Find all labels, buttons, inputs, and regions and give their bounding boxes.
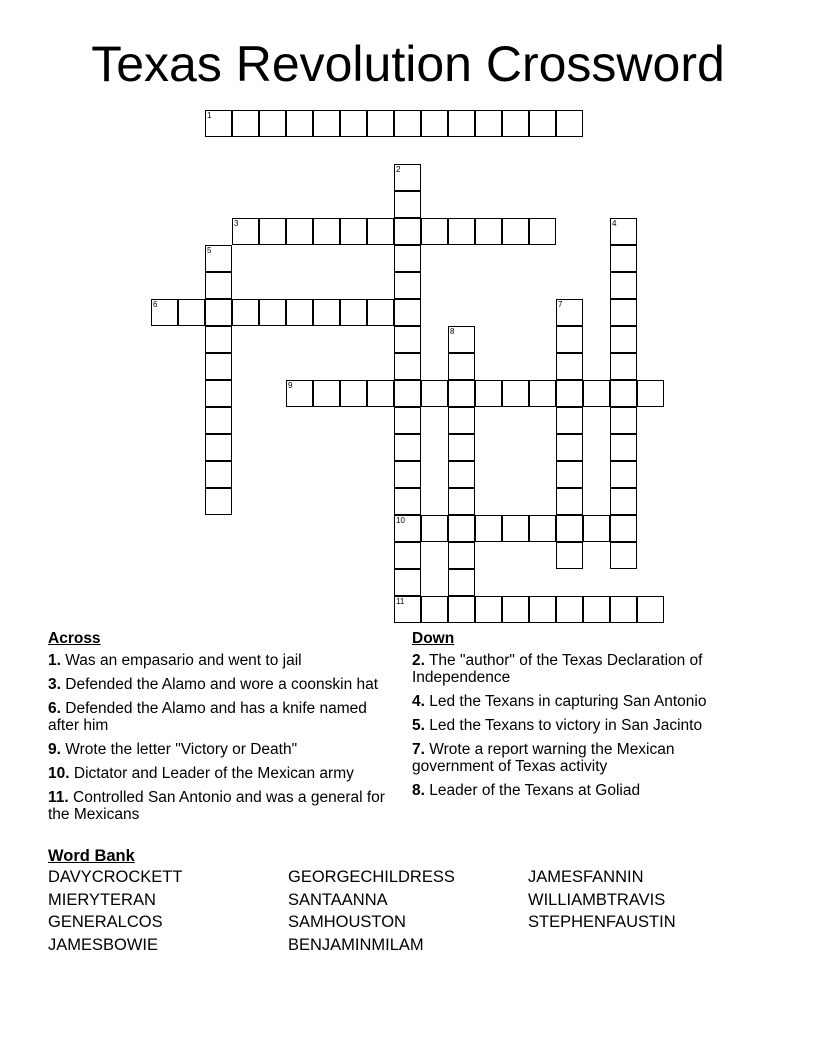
clue-across-11 <box>48 789 398 823</box>
grid-cell[interactable] <box>394 353 421 380</box>
grid-cell[interactable] <box>394 299 421 326</box>
grid-cell[interactable] <box>475 218 502 245</box>
grid-cell[interactable] <box>394 515 421 542</box>
grid-cell[interactable] <box>205 299 232 326</box>
grid-cell[interactable] <box>394 326 421 353</box>
grid-cell[interactable] <box>556 542 583 569</box>
grid-cell[interactable] <box>205 245 232 272</box>
grid-cell[interactable] <box>313 299 340 326</box>
grid-cell[interactable] <box>583 515 610 542</box>
clue-number: 2. <box>412 652 425 669</box>
clue-text: Dictator and Leader of the Mexican army <box>73 765 354 782</box>
clue-number-label: 4 <box>612 219 617 228</box>
grid-cell[interactable] <box>556 380 583 407</box>
clue-number: 8. <box>412 782 425 799</box>
grid-cell[interactable] <box>556 110 583 137</box>
clue-text: Led the Texans to victory in San Jacinto <box>429 717 703 734</box>
grid-cell[interactable] <box>178 299 205 326</box>
grid-cell[interactable] <box>394 272 421 299</box>
clue-down-4 <box>412 693 752 710</box>
clue-number-label: 1 <box>207 111 212 120</box>
clue-number-label: 2 <box>396 165 401 174</box>
grid-cell[interactable] <box>529 110 556 137</box>
grid-cell[interactable] <box>313 380 340 407</box>
grid-cell[interactable] <box>583 596 610 623</box>
grid-cell[interactable] <box>502 515 529 542</box>
clue-across-3 <box>48 676 398 693</box>
clue-text: Defended the Alamo and wore a coonskin hat <box>65 676 379 693</box>
clue-number: 3. <box>48 676 61 693</box>
grid-cell[interactable] <box>529 596 556 623</box>
grid-cell[interactable] <box>610 245 637 272</box>
grid-cell[interactable] <box>448 353 475 380</box>
grid-cell[interactable] <box>367 218 394 245</box>
grid-cell[interactable] <box>205 353 232 380</box>
grid-cell[interactable] <box>421 380 448 407</box>
word-bank-column <box>48 866 182 956</box>
word-bank-item: BENJAMINMILAM <box>288 935 424 954</box>
grid-cell[interactable] <box>448 488 475 515</box>
grid-cell[interactable] <box>556 407 583 434</box>
grid-cell[interactable] <box>367 299 394 326</box>
grid-cell[interactable] <box>340 110 367 137</box>
grid-cell[interactable] <box>448 110 475 137</box>
clue-number-label: 7 <box>558 300 563 309</box>
grid-cell[interactable] <box>475 515 502 542</box>
grid-cell[interactable] <box>529 515 556 542</box>
clue-number-label: 3 <box>234 219 239 228</box>
grid-cell[interactable] <box>610 461 637 488</box>
grid-cell[interactable] <box>394 110 421 137</box>
clue-text: Was an empasario and went to jail <box>65 652 302 669</box>
grid-cell[interactable] <box>394 380 421 407</box>
grid-cell[interactable] <box>313 218 340 245</box>
grid-cell[interactable] <box>421 218 448 245</box>
grid-cell[interactable] <box>556 596 583 623</box>
word-bank <box>48 846 768 966</box>
clue-number-label: 10 <box>396 516 405 525</box>
grid-cell[interactable] <box>394 542 421 569</box>
grid-cell[interactable] <box>610 407 637 434</box>
word-bank-heading: Word Bank <box>48 847 135 865</box>
grid-cell[interactable] <box>637 596 664 623</box>
word-bank-item: GEORGECHILDRESS <box>288 868 455 886</box>
grid-cell[interactable] <box>394 461 421 488</box>
clue-across-6 <box>48 700 398 734</box>
clue-text: Leader of the Texans at Goliad <box>429 782 641 799</box>
grid-cell[interactable] <box>610 488 637 515</box>
grid-cell[interactable] <box>205 461 232 488</box>
grid-cell[interactable] <box>610 515 637 542</box>
grid-cell[interactable] <box>394 218 421 245</box>
grid-cell[interactable] <box>610 596 637 623</box>
grid-cell[interactable] <box>610 380 637 407</box>
clue-number: 9. <box>48 741 61 758</box>
grid-cell[interactable] <box>502 596 529 623</box>
grid-cell[interactable] <box>556 434 583 461</box>
grid-cell[interactable] <box>448 461 475 488</box>
grid-cell[interactable] <box>421 515 448 542</box>
grid-cell[interactable] <box>448 434 475 461</box>
grid-cell[interactable] <box>610 272 637 299</box>
grid-cell[interactable] <box>556 326 583 353</box>
clue-down-8 <box>412 782 752 799</box>
clue-down-5 <box>412 717 752 734</box>
grid-cell[interactable] <box>367 380 394 407</box>
grid-cell[interactable] <box>583 380 610 407</box>
grid-cell[interactable] <box>448 326 475 353</box>
clue-number-label: 6 <box>153 300 158 309</box>
grid-cell[interactable] <box>340 218 367 245</box>
clue-down-7 <box>412 741 752 775</box>
down-clues <box>412 630 752 806</box>
grid-cell[interactable] <box>394 434 421 461</box>
word-bank-item: JAMESBOWIE <box>48 935 159 954</box>
grid-cell[interactable] <box>259 110 286 137</box>
grid-cell[interactable] <box>448 218 475 245</box>
clue-text: Controlled San Antonio and was a general for the Mexicans <box>48 789 385 823</box>
grid-cell[interactable] <box>610 434 637 461</box>
grid-cell[interactable] <box>421 596 448 623</box>
grid-cell[interactable] <box>448 515 475 542</box>
grid-cell[interactable] <box>394 596 421 623</box>
word-bank-item: GENERALCOS <box>48 913 163 932</box>
clue-across-10 <box>48 765 398 782</box>
grid-cell[interactable] <box>394 488 421 515</box>
word-bank-item: STEPHENFAUSTIN <box>528 913 676 932</box>
grid-cell[interactable] <box>502 380 529 407</box>
grid-cell[interactable] <box>394 569 421 596</box>
grid-cell[interactable] <box>151 299 178 326</box>
clue-number: 5. <box>412 717 425 734</box>
grid-cell[interactable] <box>205 434 232 461</box>
grid-cell[interactable] <box>205 110 232 137</box>
grid-cell[interactable] <box>394 407 421 434</box>
down-heading: Down <box>412 630 455 647</box>
grid-cell[interactable] <box>394 191 421 218</box>
word-bank-item: SAMHOUSTON <box>288 913 406 932</box>
clue-text: Defended the Alamo and has a knife named after him <box>48 700 367 734</box>
grid-cell[interactable] <box>286 380 313 407</box>
clue-text: Wrote the letter "Victory or Death" <box>65 741 298 758</box>
grid-cell[interactable] <box>367 110 394 137</box>
grid-cell[interactable] <box>232 299 259 326</box>
word-bank-item: JAMESFANNIN <box>528 868 644 886</box>
word-bank-column <box>288 866 455 956</box>
grid-cell[interactable] <box>232 110 259 137</box>
grid-cell[interactable] <box>259 218 286 245</box>
clue-number-label: 8 <box>450 327 455 336</box>
grid-cell[interactable] <box>610 299 637 326</box>
page-title: Texas Revolution Crossword <box>91 36 725 92</box>
grid-cell[interactable] <box>205 407 232 434</box>
grid-cell[interactable] <box>448 569 475 596</box>
word-bank-item: MIERYTERAN <box>48 890 156 909</box>
grid-cell[interactable] <box>610 353 637 380</box>
grid-cell[interactable] <box>556 299 583 326</box>
grid-cell[interactable] <box>502 218 529 245</box>
grid-cell[interactable] <box>313 110 340 137</box>
grid-cell[interactable] <box>556 515 583 542</box>
grid-cell[interactable] <box>205 272 232 299</box>
word-bank-item: WILLIAMBTRAVIS <box>528 890 666 909</box>
clue-number-label: 11 <box>396 597 405 606</box>
grid-cell[interactable] <box>448 596 475 623</box>
grid-cell[interactable] <box>232 218 259 245</box>
grid-cell[interactable] <box>394 245 421 272</box>
clue-number-label: 9 <box>288 381 293 390</box>
clue-number: 11. <box>48 789 69 806</box>
word-bank-item: DAVYCROCKETT <box>48 868 183 886</box>
grid-cell[interactable] <box>448 380 475 407</box>
clue-text: The "author" of the Texas Declaration of Independence <box>412 652 703 686</box>
grid-cell[interactable] <box>556 488 583 515</box>
grid-cell[interactable] <box>610 542 637 569</box>
grid-cell[interactable] <box>556 353 583 380</box>
grid-cell[interactable] <box>340 299 367 326</box>
grid-cell[interactable] <box>529 218 556 245</box>
word-bank-item: SANTAANNA <box>288 890 388 909</box>
clue-number: 1. <box>48 652 61 669</box>
clue-across-9 <box>48 741 398 758</box>
across-heading: Across <box>48 630 101 647</box>
grid-cell[interactable] <box>610 326 637 353</box>
grid-cell[interactable] <box>610 218 637 245</box>
grid-cell[interactable] <box>529 380 556 407</box>
clue-down-2 <box>412 652 752 686</box>
grid-cell[interactable] <box>502 110 529 137</box>
grid-cell[interactable] <box>286 110 313 137</box>
grid-cell[interactable] <box>205 488 232 515</box>
clue-number: 6. <box>48 700 61 717</box>
grid-cell[interactable] <box>448 542 475 569</box>
clue-text: Led the Texans in capturing San Antonio <box>429 693 707 710</box>
word-bank-column <box>528 866 676 934</box>
grid-cell[interactable] <box>421 110 448 137</box>
grid-cell[interactable] <box>475 110 502 137</box>
grid-cell[interactable] <box>259 299 286 326</box>
clue-number-label: 5 <box>207 246 212 255</box>
clue-number: 7. <box>412 741 425 758</box>
grid-cell[interactable] <box>394 164 421 191</box>
grid-cell[interactable] <box>286 218 313 245</box>
clue-number: 4. <box>412 693 425 710</box>
clue-across-1 <box>48 652 398 669</box>
grid-cell[interactable] <box>475 380 502 407</box>
grid-cell[interactable] <box>448 407 475 434</box>
across-clues <box>48 630 398 830</box>
grid-cell[interactable] <box>556 461 583 488</box>
clue-number: 10. <box>48 765 70 782</box>
grid-cell[interactable] <box>340 380 367 407</box>
grid-cell[interactable] <box>637 380 664 407</box>
grid-cell[interactable] <box>286 299 313 326</box>
clue-text: Wrote a report warning the Mexican government of Texas activity <box>412 741 675 775</box>
grid-cell[interactable] <box>205 380 232 407</box>
grid-cell[interactable] <box>475 596 502 623</box>
grid-cell[interactable] <box>205 326 232 353</box>
